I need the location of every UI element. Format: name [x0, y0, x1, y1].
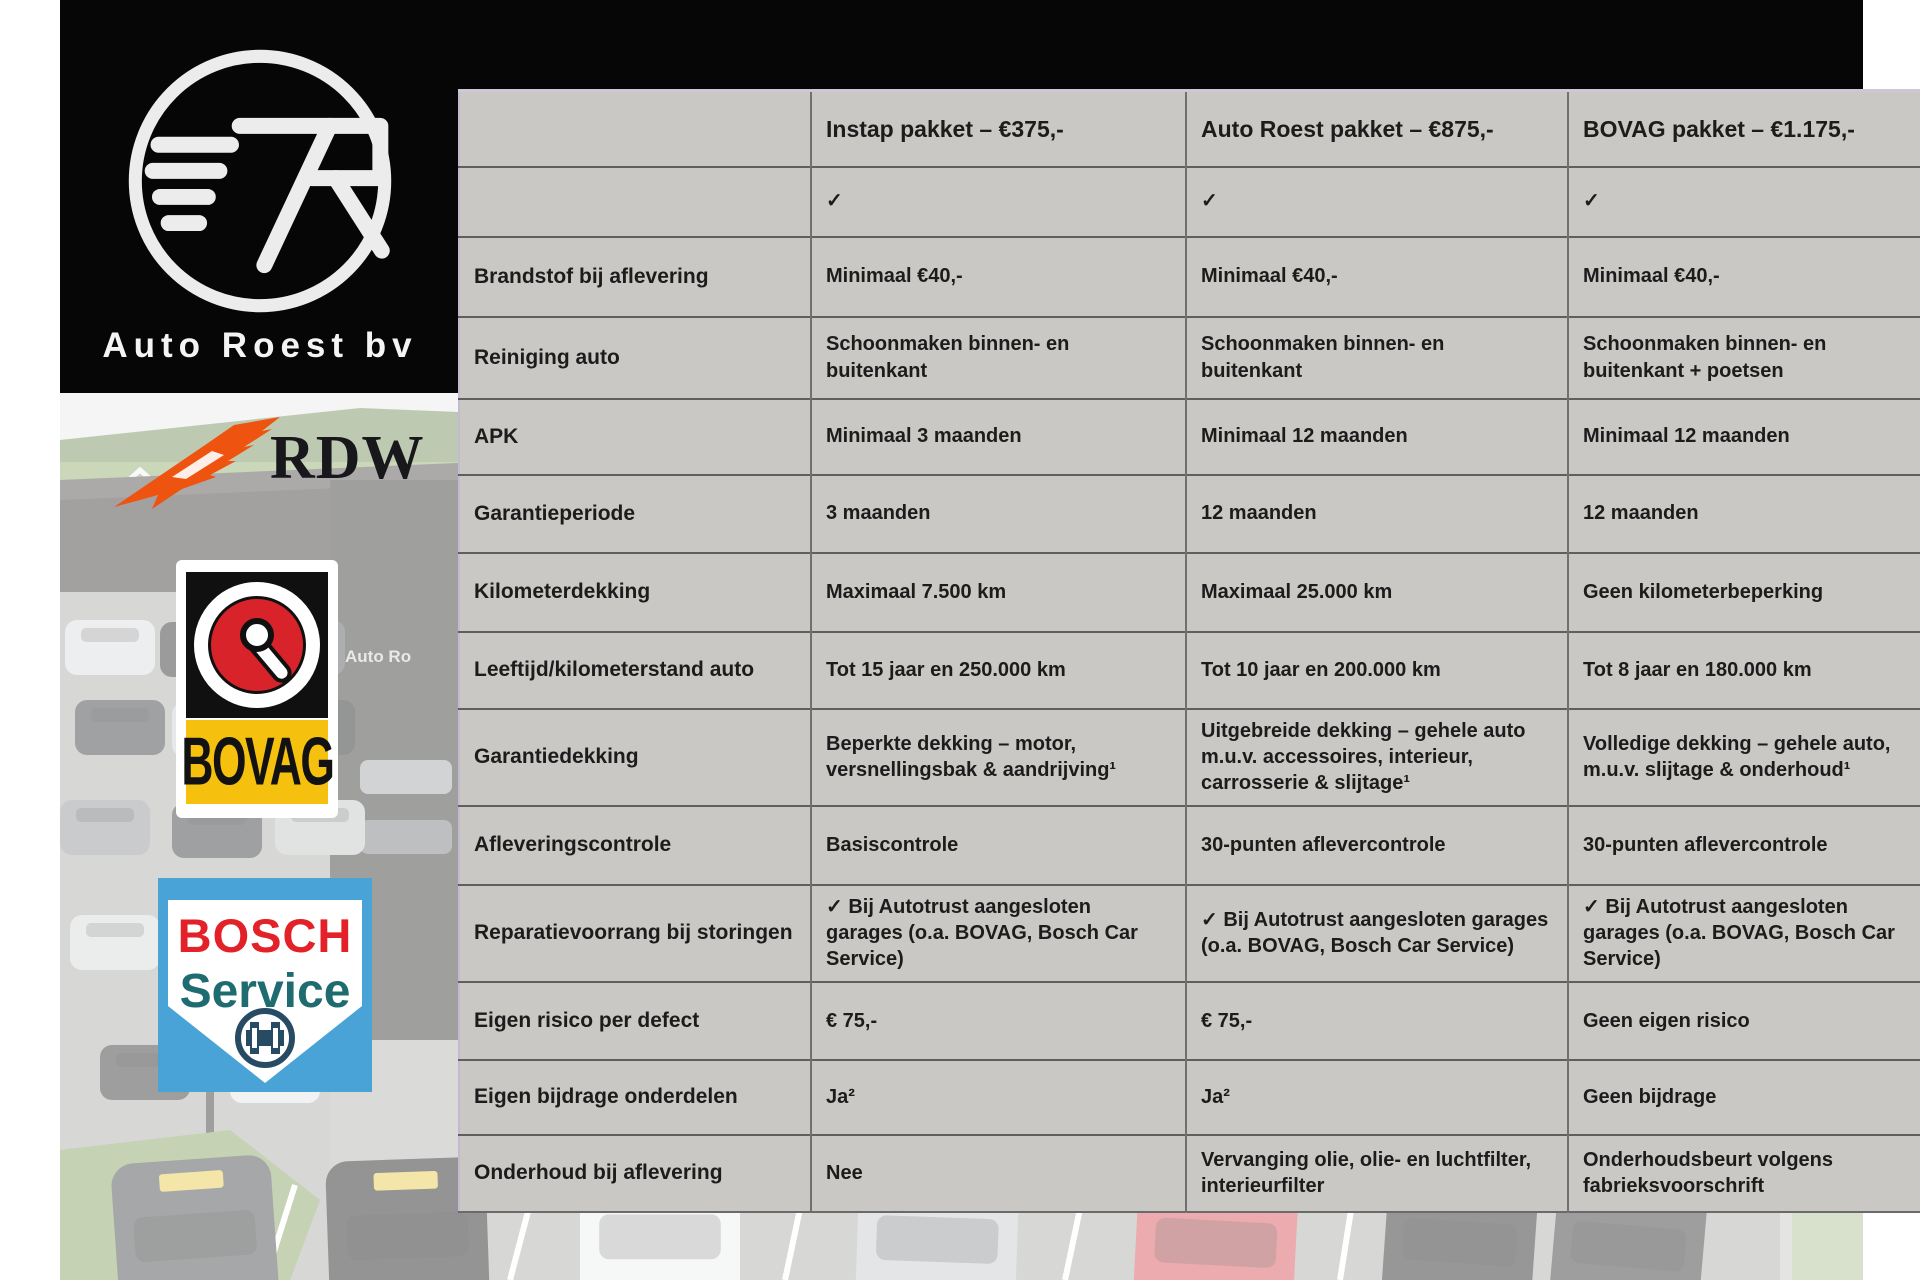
value-cell: 30-punten aflevercontrole: [1568, 806, 1920, 885]
value-cell: ✓ Bij Autotrust aangesloten garages (o.a. BOVAG, Bosch Car Service): [811, 885, 1186, 982]
row-label: APK: [459, 399, 811, 475]
row-label: Afleveringscontrole: [459, 806, 811, 885]
table-row: [459, 399, 1920, 475]
value-cell: € 75,-: [811, 982, 1186, 1060]
table-row: [459, 167, 1920, 237]
row-label: Eigen bijdrage onderdelen: [459, 1060, 811, 1135]
rdw-wing-icon: [112, 415, 282, 515]
value-cell: 12 maanden: [1186, 475, 1568, 553]
value-cell: Tot 15 jaar en 250.000 km: [811, 632, 1186, 709]
table-row: [459, 806, 1920, 885]
value-cell: Uitgebreide dekking – gehele auto m.u.v. accessoires, interieur, carrosserie & slijtage¹: [1186, 709, 1568, 806]
bosch-service-logo: [158, 878, 372, 1092]
value-cell: ✓: [1568, 167, 1920, 237]
row-label: Reiniging auto: [459, 317, 811, 399]
value-cell: ✓: [811, 167, 1186, 237]
bosch-service-label: Service: [179, 965, 351, 1018]
table-row: [459, 709, 1920, 806]
value-cell: Minimaal €40,-: [1186, 237, 1568, 317]
value-cell: ✓ Bij Autotrust aangesloten garages (o.a. BOVAG, Bosch Car Service): [1186, 885, 1568, 982]
row-label: Garantieperiode: [459, 475, 811, 553]
value-cell: Tot 8 jaar en 180.000 km: [1568, 632, 1920, 709]
row-label: [459, 167, 811, 237]
value-cell: Schoonmaken binnen- en buitenkant: [1186, 317, 1568, 399]
brand-block: [60, 0, 460, 395]
row-label: Onderhoud bij aflevering: [459, 1135, 811, 1212]
value-cell: Maximaal 25.000 km: [1186, 553, 1568, 632]
table-row: [459, 317, 1920, 399]
table-row: [459, 553, 1920, 632]
corner-cell: [459, 91, 811, 167]
value-cell: Volledige dekking – gehele auto, m.u.v. slijtage & onderhoud¹: [1568, 709, 1920, 806]
value-cell: Ja²: [1186, 1060, 1568, 1135]
table-row: [459, 632, 1920, 709]
value-cell: Minimaal 3 maanden: [811, 399, 1186, 475]
auto-roest-7r-logo-icon: [115, 36, 405, 326]
package-comparison-table: [458, 89, 1920, 1213]
row-label: Kilometerdekking: [459, 553, 811, 632]
value-cell: Minimaal 12 maanden: [1568, 399, 1920, 475]
company-name: Auto Roest bv: [102, 326, 418, 365]
column-header: BOVAG pakket – €1.175,-: [1568, 91, 1920, 167]
bovag-band: [181, 720, 333, 804]
value-cell: ✓ Bij Autotrust aangesloten garages (o.a. BOVAG, Bosch Car Service): [1568, 885, 1920, 982]
rdw-label: RDW: [270, 424, 425, 492]
value-cell: Vervanging olie, olie- en luchtfilter, interieurfilter: [1186, 1135, 1568, 1212]
row-label: Eigen risico per defect: [459, 982, 811, 1060]
value-cell: Beperkte dekking – motor, versnellingsbak & aandrijving¹: [811, 709, 1186, 806]
value-cell: ✓: [1186, 167, 1568, 237]
value-cell: Tot 10 jaar en 200.000 km: [1186, 632, 1568, 709]
bovag-emblem-icon: [186, 572, 328, 718]
bovag-label: BOVAG: [181, 724, 333, 800]
value-cell: Schoonmaken binnen- en buitenkant: [811, 317, 1186, 399]
value-cell: Ja²: [811, 1060, 1186, 1135]
value-cell: 3 maanden: [811, 475, 1186, 553]
row-label: Garantiedekking: [459, 709, 811, 806]
table-row: [459, 475, 1920, 553]
value-cell: 12 maanden: [1568, 475, 1920, 553]
table-row: [459, 885, 1920, 982]
row-label: Reparatievoorrang bij storingen: [459, 885, 811, 982]
row-label: Leeftijd/kilometerstand auto: [459, 632, 811, 709]
value-cell: 30-punten aflevercontrole: [1186, 806, 1568, 885]
value-cell: Maximaal 7.500 km: [811, 553, 1186, 632]
table-header-row: [459, 91, 1920, 167]
value-cell: Geen kilometerbeperking: [1568, 553, 1920, 632]
table-row: [459, 237, 1920, 317]
value-cell: Schoonmaken binnen- en buitenkant + poetsen: [1568, 317, 1920, 399]
column-header: Instap pakket – €375,-: [811, 91, 1186, 167]
column-header: Auto Roest pakket – €875,-: [1186, 91, 1568, 167]
value-cell: Minimaal €40,-: [1568, 237, 1920, 317]
value-cell: Onderhoudsbeurt volgens fabrieksvoorschrift: [1568, 1135, 1920, 1212]
table-row: [459, 1135, 1920, 1212]
value-cell: Basiscontrole: [811, 806, 1186, 885]
row-label: Brandstof bij aflevering: [459, 237, 811, 317]
bosch-label: BOSCH: [177, 909, 353, 962]
value-cell: Minimaal €40,-: [811, 237, 1186, 317]
value-cell: € 75,-: [1186, 982, 1568, 1060]
table-row: [459, 982, 1920, 1060]
value-cell: Minimaal 12 maanden: [1186, 399, 1568, 475]
package-table-body: [459, 91, 1920, 1212]
value-cell: Geen bijdrage: [1568, 1060, 1920, 1135]
rdw-logo: [112, 415, 425, 515]
table-row: [459, 1060, 1920, 1135]
bovag-logo: [176, 560, 338, 818]
value-cell: Nee: [811, 1135, 1186, 1212]
value-cell: Geen eigen risico: [1568, 982, 1920, 1060]
